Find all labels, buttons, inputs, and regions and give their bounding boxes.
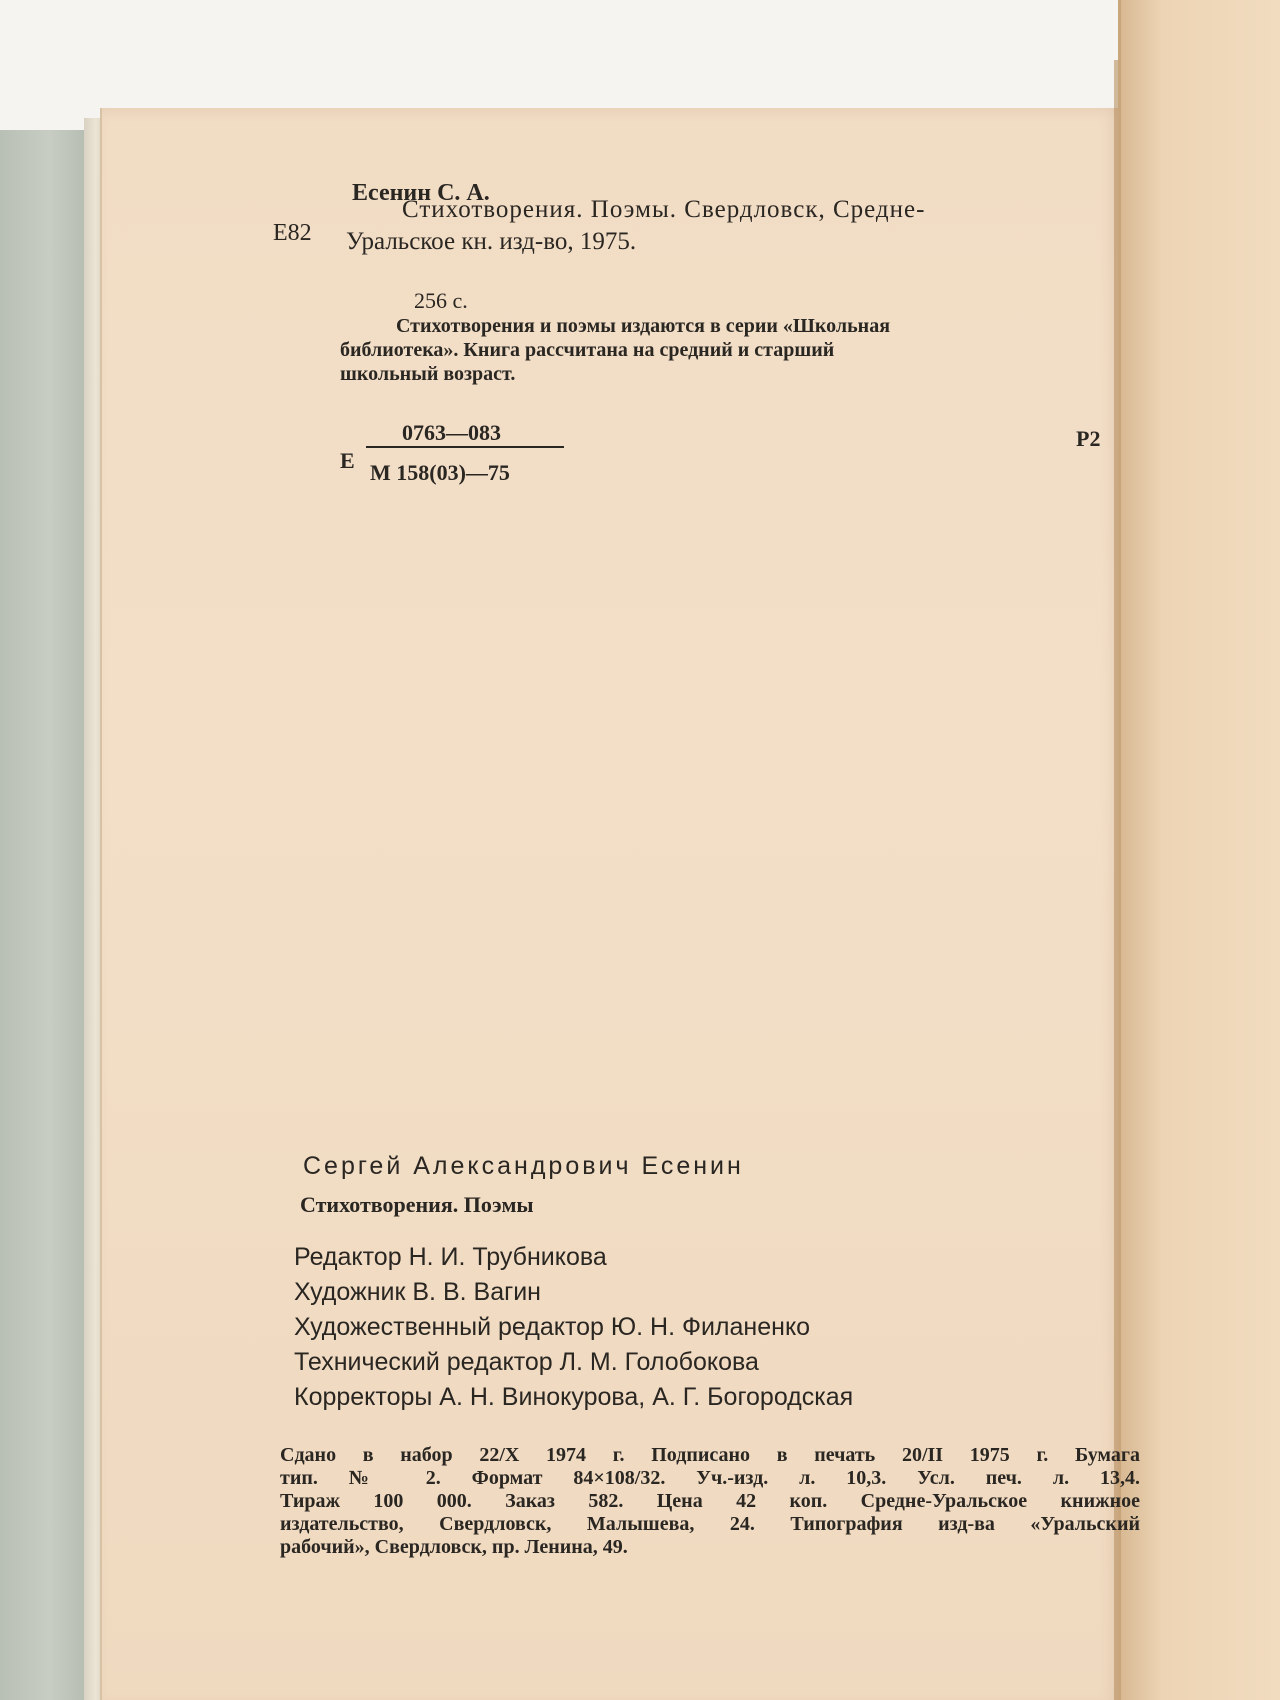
page-count: 256 с. [414, 288, 468, 313]
imprint-line: Тираж 100 000. Заказ 582. Цена 42 коп. Средне-Уральское книжное [280, 1490, 1140, 1512]
annotation-line: библиотека». Книга рассчитана на средний и старший [340, 339, 835, 361]
credit-line: Корректоры А. Н. Винокурова, А. Г. Богородская [294, 1383, 854, 1411]
annotation [340, 314, 1100, 386]
bibliographic-publisher-line: Уральское кн. изд-во, 1975. [346, 228, 637, 255]
library-code: Е82 [273, 220, 312, 246]
annotation-line: школьный возраст. [340, 363, 516, 385]
facing-page [1118, 0, 1280, 1700]
index-fraction-bar [366, 446, 564, 448]
credit-line: Художественный редактор Ю. Н. Филаненко [294, 1313, 811, 1341]
author-full-name: Сергей Александрович Есенин [303, 1152, 744, 1180]
index-denominator: М 158(03)—75 [370, 460, 510, 485]
index-numerator: 0763—083 [402, 420, 501, 445]
credit-line: Технический редактор Л. М. Голобокова [294, 1348, 759, 1376]
imprint-line: издательство, Свердловск, Малышева, 24. Типография изд-ва «Уральский [280, 1513, 1140, 1535]
credit-line: Художник В. В. Вагин [294, 1278, 541, 1306]
imprint-line: тип. № 2. Формат 84×108/32. Уч.-изд. л. 10,3. Усл. печ. л. 13,4. [280, 1467, 1140, 1489]
index-letter: Е [340, 448, 355, 473]
annotation-line: Стихотворения и поэмы издаются в серии «Школьная [396, 315, 891, 337]
book-title: Стихотворения. Поэмы [300, 1192, 534, 1217]
credit-line: Редактор Н. И. Трубникова [294, 1243, 607, 1271]
imprint-line: рабочий», Свердловск, пр. Ленина, 49. [280, 1536, 628, 1558]
imprint-block [280, 1444, 1140, 1559]
bibliographic-title-line: Стихотворения. Поэмы. Свердловск, Средне- [402, 196, 926, 223]
author-heading: Есенин С. А. [352, 180, 490, 206]
classification-code: Р2 [1076, 426, 1101, 451]
imprint-line: Сдано в набор 22/X 1974 г. Подписано в печать 20/II 1975 г. Бумага [280, 1444, 1140, 1466]
credits-list [294, 1240, 853, 1415]
